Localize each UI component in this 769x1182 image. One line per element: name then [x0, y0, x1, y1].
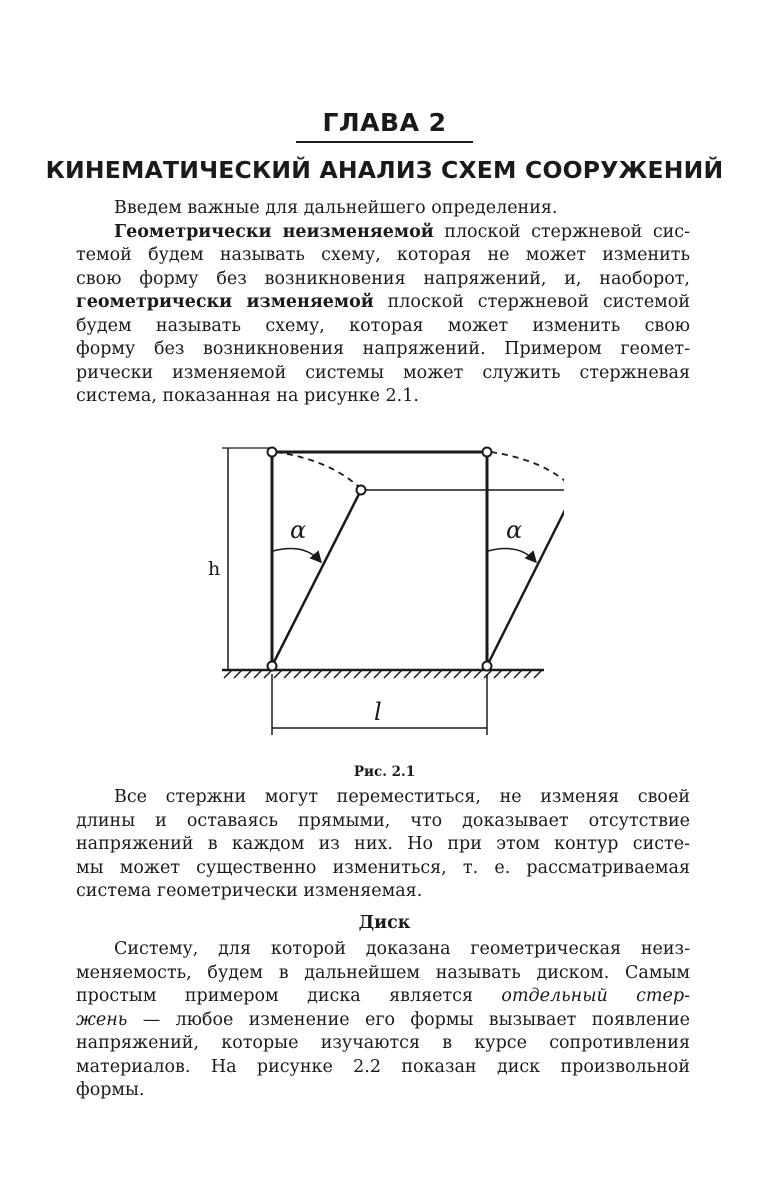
- term-bold: Геометрически неизменяемой: [114, 221, 434, 242]
- label-alpha-left: α: [290, 516, 307, 544]
- text-line: будем называть схему, которая может изменить свою: [76, 315, 690, 336]
- text-line: мы может существенно измениться, т. е. рассматриваемая: [76, 857, 690, 878]
- label-l: l: [374, 698, 382, 726]
- chapter-heading: [0, 108, 769, 143]
- text-line: Все стержни могут переместиться, не изменяя своей: [114, 787, 690, 807]
- term-bold: геометрически изменяемой: [76, 292, 374, 312]
- text-line: система геометрически изменяемая.: [76, 881, 423, 901]
- frame-diagram: [204, 430, 564, 750]
- paragraph-disk: [76, 938, 690, 1103]
- label-h: h: [208, 558, 221, 580]
- text-line: геометрически изменяемой плоской стержневой системой: [76, 292, 690, 312]
- text-line: напряжений, которые изучаются в курсе сопротивления: [76, 1033, 690, 1053]
- term-italic: жень: [76, 1009, 128, 1030]
- text-line: длины и оставаясь прямыми, что доказывает отсутствие: [76, 810, 690, 831]
- paragraph-intro: [76, 197, 690, 409]
- hinge: [268, 662, 277, 671]
- text-line: напряжений в каждом из них. Но при этом контур систе-: [76, 834, 690, 854]
- text-line: меняемость, будем в дальнейшем называть диском. Самым: [76, 962, 690, 983]
- hinge: [483, 662, 492, 671]
- text-line: Геометрически неизменяемой плоской стержневой сис-: [114, 221, 690, 242]
- text-line: Систему, для которой доказана геометрическая неиз-: [114, 939, 690, 959]
- text-line: система, показанная на рисунке 2.1.: [76, 386, 419, 406]
- figure-caption: Рис. 2.1: [353, 764, 416, 780]
- text-line: простым примером диска является отдельный стер-: [76, 986, 690, 1006]
- text-line: форму без возникновения напряжений. Примером геомет-: [76, 339, 690, 359]
- section-title: КИНЕМАТИЧЕСКИЙ АНАЛИЗ СХЕМ СООРУЖЕНИЙ: [45, 156, 724, 184]
- chapter-title: ГЛАВА 2: [296, 108, 472, 143]
- hinge: [268, 448, 277, 457]
- figure-2-1: [204, 430, 564, 750]
- hinge: [483, 448, 492, 457]
- text-line: Введем важные для дальнейшего определения.: [114, 198, 558, 218]
- text-line: жень — любое изменение его формы вызывает появление: [76, 1009, 690, 1030]
- subheading-disk: Диск: [358, 913, 411, 933]
- text-line: свою форму без возникновения напряжений, и, наоборот,: [76, 268, 690, 289]
- text-line: формы.: [76, 1080, 145, 1100]
- label-alpha-right: α: [506, 516, 523, 544]
- figure-background: [204, 430, 564, 750]
- term-italic: отдельный стер-: [501, 986, 690, 1006]
- text-line: материалов. На рисунке 2.2 показан диск произвольной: [76, 1056, 690, 1077]
- paragraph-explanation: [76, 786, 690, 904]
- text-line: темой будем называть схему, которая не может изменить: [76, 245, 690, 265]
- text-line: рически изменяемой системы может служить стержневая: [76, 362, 690, 383]
- hinge: [357, 486, 366, 495]
